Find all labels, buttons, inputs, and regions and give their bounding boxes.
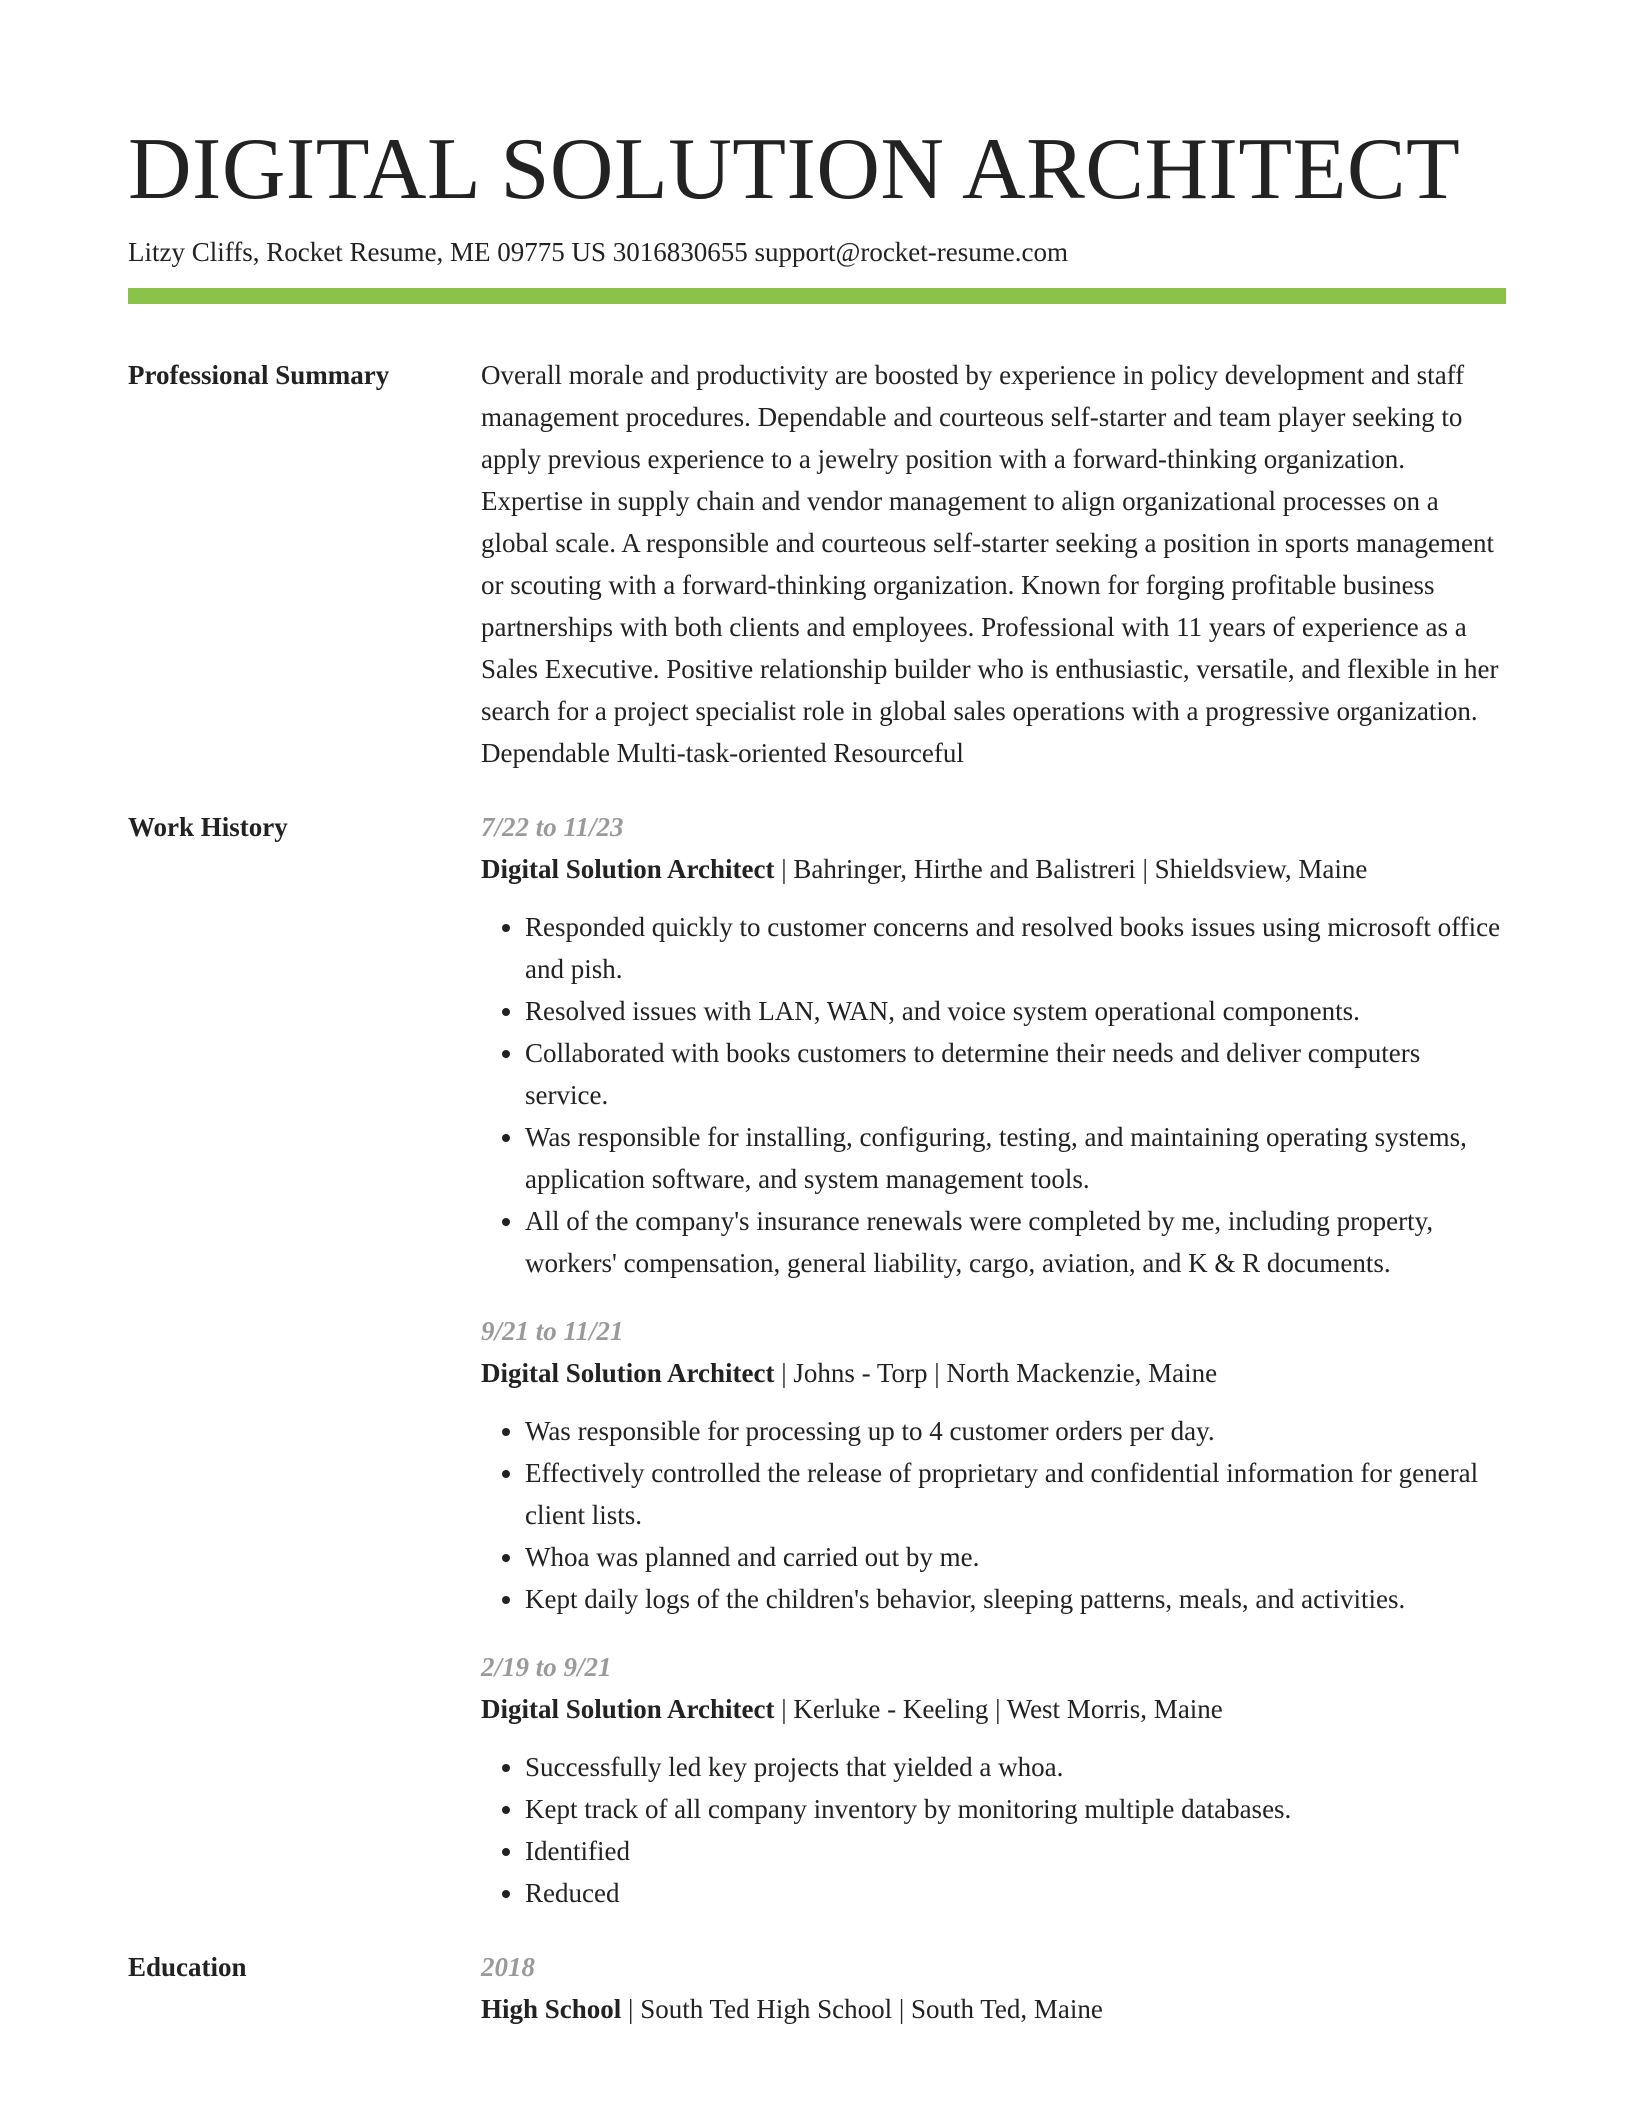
contact-line: Litzy Cliffs, Rocket Resume, ME 09775 US 3016830655 support@rocket-resume.com — [128, 237, 1068, 267]
job-bullet: • Was responsible for installing, configuring, testing, and maintaining operating systems, application software, and system management tools. — [525, 1116, 1506, 1200]
work-history-list — [481, 806, 1506, 1914]
job-title: Digital Solution Architect — [481, 1358, 775, 1388]
job-bullet: • Effectively controlled the release of proprietary and confidential information for general client lists. — [525, 1452, 1506, 1536]
summary-heading: Professional Summary — [128, 360, 390, 390]
job-bullet: • Responded quickly to customer concerns and resolved books issues using microsoft office and pish. — [525, 906, 1506, 990]
job-role-line — [481, 848, 1506, 890]
accent-divider — [128, 288, 1506, 304]
job-role-line — [481, 1688, 1506, 1730]
job-bullet: • Resolved issues with LAN, WAN, and voice system operational components. — [525, 990, 1506, 1032]
job-employer: | Kerluke - Keeling | West Morris, Maine — [774, 1694, 1223, 1724]
job-bullet: • Kept track of all company inventory by monitoring multiple databases. — [525, 1788, 1506, 1830]
job-employer: | Johns - Torp | North Mackenzie, Maine — [774, 1358, 1218, 1388]
job-bullet: • Collaborated with books customers to determine their needs and deliver computers service. — [525, 1032, 1506, 1116]
job-role-line — [481, 1352, 1506, 1394]
work-history-section — [128, 806, 1506, 1914]
job-bullet: • Identified — [525, 1830, 1506, 1872]
education-section — [128, 1946, 1506, 2030]
job-entry — [481, 1310, 1506, 1620]
job-entry — [481, 1646, 1506, 1914]
job-title: Digital Solution Architect — [481, 1694, 775, 1724]
education-list — [481, 1946, 1506, 2030]
resume-title: DIGITAL SOLUTION ARCHITECT — [128, 121, 1461, 218]
job-bullet: • Whoa was planned and carried out by me. — [525, 1536, 1506, 1578]
resume-page — [128, 118, 1506, 2030]
job-title: Digital Solution Architect — [481, 854, 775, 884]
job-entry — [481, 806, 1506, 1284]
job-dates: 2/19 to 9/21 — [481, 1652, 612, 1682]
education-dates: 2018 — [481, 1952, 535, 1982]
job-bullets — [481, 1746, 1506, 1914]
job-bullet: • Was responsible for processing up to 4 customer orders per day. — [525, 1410, 1506, 1452]
job-bullet: • Successfully led key projects that yielded a whoa. — [525, 1746, 1506, 1788]
education-degree: High School — [481, 1994, 622, 2024]
education-heading: Education — [128, 1952, 247, 1982]
job-bullet: • Reduced — [525, 1872, 1506, 1914]
job-bullet: • Kept daily logs of the children's behavior, sleeping patterns, meals, and activities. — [525, 1578, 1506, 1620]
work-history-heading: Work History — [128, 812, 288, 842]
job-bullet: • All of the company's insurance renewals were completed by me, including property, workers' compensation, general liability, cargo, aviation, and K & R documents. — [525, 1200, 1506, 1284]
summary-text: Overall morale and productivity are boosted by experience in policy development and staff management procedures. Dependable and courteous self-starter and team player seeking to apply previous experience to a jewelry position with a forward-thinking organization. Expertise in supply chain and vendor management to align organizational processes on a global scale. A responsible and courteous self-starter seeking a position in sports management or scouting with a forward-thinking organization. Known for forging profitable business partnerships with both clients and employees. Professional with 11 years of experience as a Sales Executive. Positive relationship builder who is enthusiastic, versatile, and flexible in her search for a project specialist role in global sales operations with a progressive organization. Dependable Multi-task-oriented Resourceful — [481, 360, 1499, 768]
job-bullets — [481, 906, 1506, 1284]
job-bullets — [481, 1410, 1506, 1620]
summary-section — [128, 354, 1506, 774]
education-school: | South Ted High School | South Ted, Maine — [621, 1994, 1103, 2024]
education-line — [481, 1988, 1506, 2030]
job-dates: 7/22 to 11/23 — [481, 812, 624, 842]
job-employer: | Bahringer, Hirthe and Balistreri | Shieldsview, Maine — [774, 854, 1368, 884]
job-dates: 9/21 to 11/21 — [481, 1316, 624, 1346]
